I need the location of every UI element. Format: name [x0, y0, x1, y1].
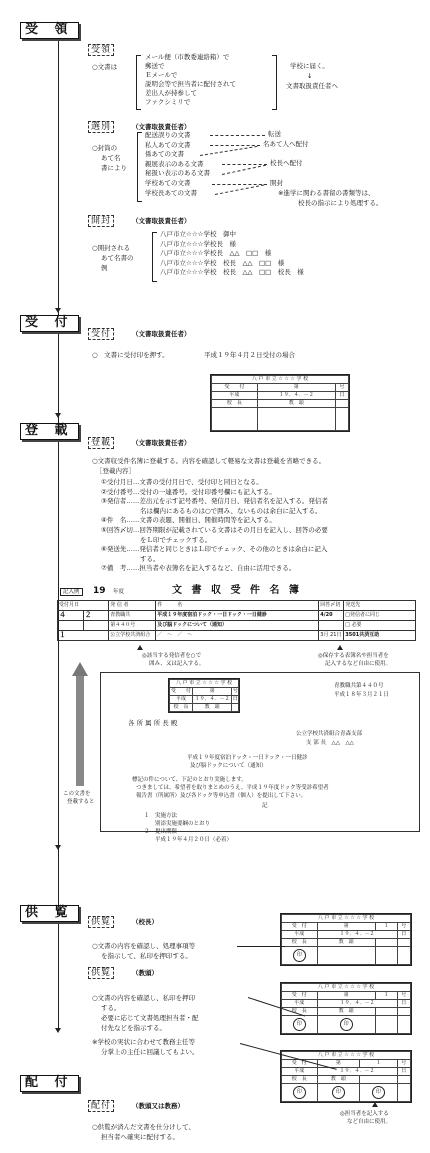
result-principal: 校長へ配付 [270, 159, 303, 167]
role-vice: （教頭） [132, 969, 158, 977]
role-principal: （校長） [132, 918, 158, 926]
sub-inspect-vice: 供覧 [88, 967, 114, 979]
accept-example: 平成１９年４月２日受付の場合 [204, 351, 295, 359]
doc-body3: 報告書（所属所）及び各ドック等申込書（個人）を提出して下さい。 [136, 793, 307, 799]
role-register: （文書取扱責任者） [132, 439, 191, 447]
doc-from2: 支 部 長 △△ △△ [306, 740, 354, 746]
doc-to: 各 所 属 所 長 殿 [128, 719, 178, 727]
envelope-note1: ※進学に関わる書留の書類等は、 [278, 189, 375, 197]
sub-receipt: 受領 [88, 44, 114, 56]
envelope-label: ○封筒の あて名 書により [92, 144, 127, 172]
sub-distribute: 配付 [88, 1100, 114, 1112]
stage-inspect: 供 覧 [20, 905, 79, 922]
role-distribute: （教頭又は教務） [132, 1102, 184, 1110]
distribute-text: ○供覧が済んだ文書を仕分けして、 担当者へ確実に配付する。 [92, 1123, 196, 1141]
register-intro: ○文書収受件名簿に登載する。内容を確認して軽易な文書は登載を省略できる。 [92, 457, 326, 465]
result-open: 開封 [270, 179, 283, 187]
sub-open: 開封 [88, 215, 114, 227]
ledger-note-right: ◎保存する表簿名や担当者を 記入するなど自由に使用。 [318, 653, 392, 667]
ledger-tag: 記入例 [60, 588, 83, 596]
doc-title1: 平成１９年度宿泊ドック・一日ドック・一日健診 [187, 755, 308, 761]
doc-from1: 公立学校共済組合青森支部 [296, 731, 363, 737]
role-accept: （文書取扱責任者） [132, 330, 191, 338]
doc-number: 青教職共第４４０号 [334, 683, 384, 689]
to-manager: 文書取扱責任者へ [286, 82, 338, 90]
ledger-year: 19 [93, 586, 106, 596]
stage-receipt: 受 領 [20, 22, 79, 39]
inspect-text1: ○文書の内容を確認し、処理事項等 を指示して、私印を押印する。 [92, 942, 196, 960]
envelope-note2: 校長の指示により処理する。 [298, 199, 383, 207]
accept-text: ○ 文書に受付印を押す。 [92, 351, 169, 359]
docs-list: メール便（市教委連絡箱）で 郵送で Ｅメールで 説明会等で担当者に配付されて 差出人が持参して ファクシミリで [145, 53, 236, 106]
doc-body2: つきましては、希望者を取りまとめのうえ、平成１９年度ドック等受診希望者 [136, 785, 329, 791]
sub-inspect-principal: 供覧 [88, 916, 114, 928]
result-addressee: 名あて人へ配付 [263, 140, 309, 148]
sub-register: 登載 [88, 437, 114, 449]
seal-vice: 印 [340, 1018, 353, 1031]
ledger-year-unit: 年度 [113, 589, 125, 595]
ledger-table: 受付月日 発 信 者 件 名 回答〆切 発送先 ４ ２ 青教職共 平成１９年度宿泊ドック・一日ドック・一日健診 4/20 □発信者に同じ 第４４０号 及び脳ドックについて（通知） □ 必要 １ 公立学校共済組合 ／ ～ ／ ～ 3月 21日 3501共済互助 [57, 600, 416, 641]
open-label: ○開封される あて名書の 例 [92, 244, 134, 272]
inspect-note: ※学校の実状に合わせて教務主任等 分掌上の主任に回議してもよい。 [92, 1038, 199, 1056]
stage-accept: 受 付 [20, 315, 79, 332]
document-stamp: 八 戸 市 立 ☆ ☆ ☆ 学 校 受 付 第 号 平成 １９．４．－２ 日 校 長 教 頭 [168, 678, 240, 713]
envelope-list: 配送誤りの文書 私人あての文書 係あての文書 親展表示のある文書 秘扱い表示のある文書 学校あての文書 学校長あての文書 [145, 131, 210, 197]
seal-note: ◎担当者を記入する など自由に使用。 [340, 1111, 392, 1125]
arrow-down-text: ↓ [307, 72, 313, 80]
inspect-stamp-1: 八 戸 市 立 ☆ ☆ ☆ 学 校 受 付 第 １ 号 平成 １９．４．－２ 日 校 長 教 頭 印 [280, 913, 412, 966]
receipt-stamp: 八 戸 市 立 ☆ ☆ ☆ 学 校 受 付 第 号 平成 １９．４．－２ 日 校 長 教 頭 [210, 374, 350, 432]
side-note: この文書を 登載すると [63, 791, 95, 805]
stage-distribute: 配 付 [20, 1075, 79, 1092]
doc-list: １ 実施方法 別添実施要綱のとおり ２ 提出期限 平成１９年４月２０日（必着） [144, 813, 233, 843]
result-forward: 転送 [268, 130, 281, 138]
docs-label: ○文書は [92, 63, 118, 71]
doc-title2: 及び脳ドックについて（通知） [190, 763, 267, 769]
ledger-title: 文 書 収 受 件 名 簿 [172, 585, 302, 596]
register-items: ①受付月日…文書の受付月日で、受付印と同日となる。 ②受付番号…受付の一連番号。受付印番号欄にも記入する。 ③発信者……差出元を示す記号番号、発信月日、発信者名を記入する。発信者 名は欄内にあるものは○で囲み、ないものは余白に記入する。 ④件 名……文書の表題、開催日、開催時間等を記入する。 ⑤回答〆切…回答期限が記載されている文書はその月日を記入し、回答の必要 をＬ印でチェックする。 ⑥発送先……発信者と同じときはＬ印でチェック、その他のときは余白に記入 する。 ⑦備 考……担当者や表簿名を記入するなど、自由に活用できる。 [101, 478, 328, 573]
doc-date: 平成１８年３月２１日 [334, 692, 390, 698]
seal-principal: 印 [293, 949, 306, 962]
open-list: 八戸市立☆☆☆学校 御中 八戸市立☆☆☆学校長 様 八戸市立☆☆☆学校長 △△ □□ 様 八戸市立☆☆☆学校 校長 △△ □□ 様 八戸市立☆☆☆学校 校長 △△ □□ 校長 様 [160, 230, 304, 277]
inspect-text2: ○文書の内容を確認し、私印を押印 する。 必要に応じて文書処理担当者・配 付先などを指示する。 [92, 994, 199, 1032]
doc-ki: 記 [262, 803, 268, 809]
to-school: 学校に届く。 [290, 62, 329, 70]
role-open: （文書取扱責任者） [132, 217, 191, 225]
role-select: （文書取扱責任者） [132, 123, 191, 131]
stage-register: 登 載 [20, 423, 79, 440]
sub-select: 選別 [88, 121, 114, 133]
register-items-head: ［登載内容］ [96, 467, 135, 475]
inspect-stamp-2: 八 戸 市 立 ☆ ☆ ☆ 学 校 受 付 第 １ 号 平成 １９．４．－２ 日 校 長 教 頭 印 印 [280, 982, 412, 1035]
inspect-stamp-3: 八 戸 市 立 ☆ ☆ ☆ 学 校 受 付 第 １ 号 平成 １９．４．－２ 日 校 長 教 頭 印 印 印 [280, 1050, 412, 1103]
ledger-note-left: ◎該当する発信者を○で 囲み、又は記入する。 [142, 653, 205, 667]
doc-body1: 標記の件について、下記のとおり実施します。 [132, 777, 247, 783]
sub-accept: 受付 [88, 328, 114, 340]
